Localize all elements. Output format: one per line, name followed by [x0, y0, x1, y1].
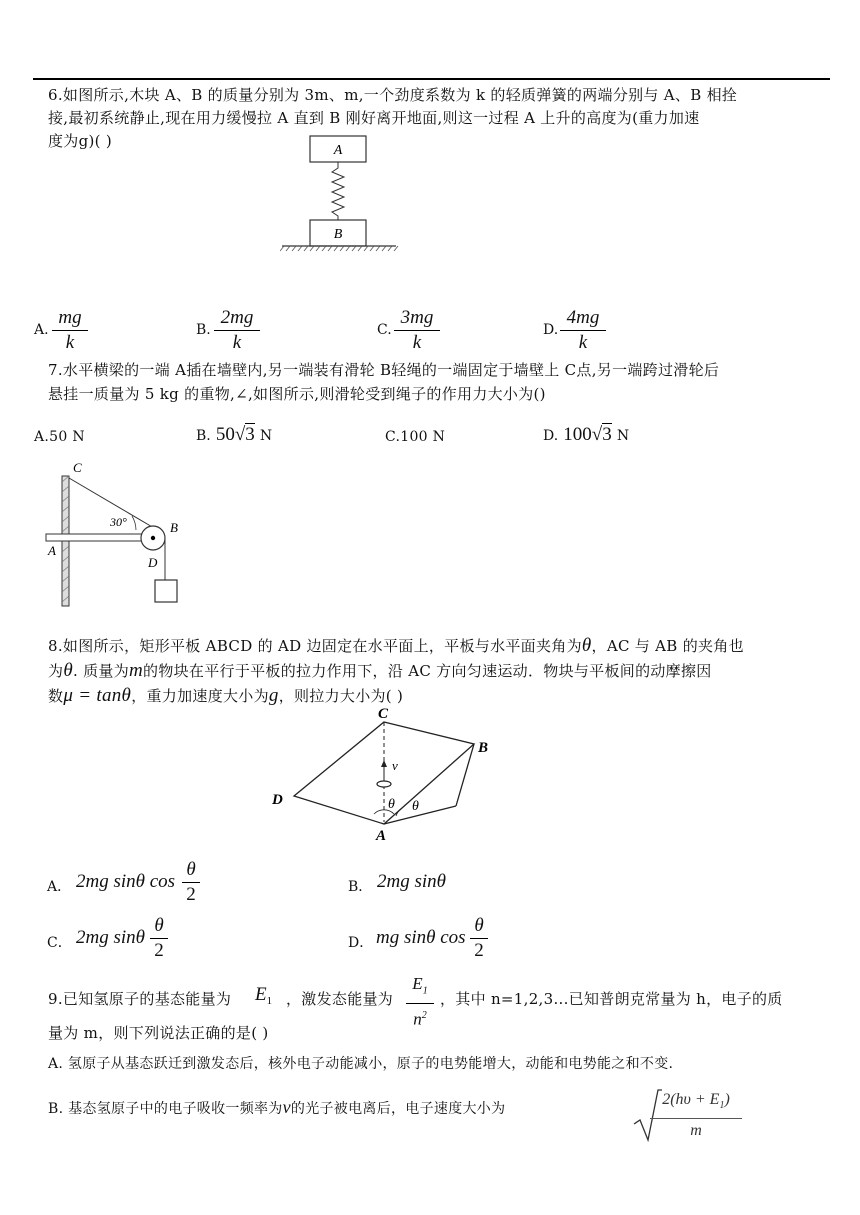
q7-fig-label-b: B [170, 520, 178, 535]
q8-fig-theta-1: θ [388, 797, 395, 812]
q6-line-2: 接,最初系统静止,现在用力缓慢拉 A 直到 B 刚好离开地面,则这一过程 A 上升的高度为(重力加速 [48, 109, 700, 127]
q9-excited-energy-fraction: $\frac{E_1}{n^2}$ [406, 972, 434, 1032]
q8-fig-label-d: D [272, 792, 283, 808]
q8-line-3: 数μ = tanθ，重力加速度大小为g，则拉力大小为( ) [48, 685, 404, 706]
header-rule [33, 78, 830, 80]
q6-fig-label-b: B [333, 227, 343, 242]
q6-line-3: 度为g)( ) [48, 132, 113, 150]
q7-fig-angle: 30° [110, 515, 127, 529]
q7-fig-label-a: A [48, 543, 56, 558]
q7-fig-label-d: D [148, 555, 158, 570]
q9-line-1c: ，其中 n=1,2,3...已知普朗克常量为 h，电子的质 [440, 990, 783, 1008]
q8-line-1: 8.如图所示，矩形平板 ABCD 的 AD 边固定在水平面上，平板与水平面夹角为θ，AC 与 AB 的夹角也 [48, 635, 744, 656]
q7-line-2: 悬挂一质量为 5 kg 的重物,∠,如图所示,则滑轮受到绳子的作用力大小为() [48, 385, 546, 403]
q7-option-d[interactable]: D. 100√3 N [543, 424, 630, 445]
q7-fig-label-c: C [73, 460, 82, 475]
q9-line-2: 量为 m，则下列说法正确的是( ) [48, 1024, 269, 1042]
q9-line-1b: ，激发态能量为 [286, 990, 394, 1008]
q8-fig-label-c: C [378, 706, 389, 722]
q6-fig-label-a: A [333, 143, 343, 158]
q7-option-a[interactable]: A.50 N [34, 429, 85, 445]
q8-fig-theta-2: θ [412, 799, 419, 814]
q9-ground-energy: $E_1$ [255, 984, 273, 1008]
q6-spring-diagram [280, 132, 400, 254]
q8-fig-label-v: v [392, 758, 398, 773]
q7-option-b[interactable]: B. 50√3 N [196, 424, 273, 445]
q9-option-a[interactable]: A. 氢原子从基态跃迁到激发态后，核外电子动能减小，原子的电势能增大，动能和电势能之和不变. [48, 1056, 674, 1072]
q6-line-1: 6.如图所示,木块 A、B 的质量分别为 3m、m,一个劲度系数为 k 的轻质弹簧的两端分别与 A、B 相拴 [48, 86, 738, 104]
q7-line-1: 7.水平横梁的一端 A插在墙壁内,另一端装有滑轮 B轻绳的一端固定于墙壁上 C点,另一端跨过滑轮后 [48, 361, 720, 379]
q7-pulley-diagram [40, 458, 190, 610]
q9-line-1a: 9.已知氢原子的基态能量为 [48, 990, 232, 1008]
q8-plate-diagram [268, 704, 508, 846]
q7-option-c[interactable]: C.100 N [385, 429, 446, 445]
q8-fig-label-b: B [478, 740, 489, 756]
q8-line-2: 为θ. 质量为m的物块在平行于平板的拉力作用下，沿 AC 方向匀速运动．物块与平板间的动摩擦因 [48, 660, 712, 681]
q8-fig-label-a: A [376, 828, 387, 844]
